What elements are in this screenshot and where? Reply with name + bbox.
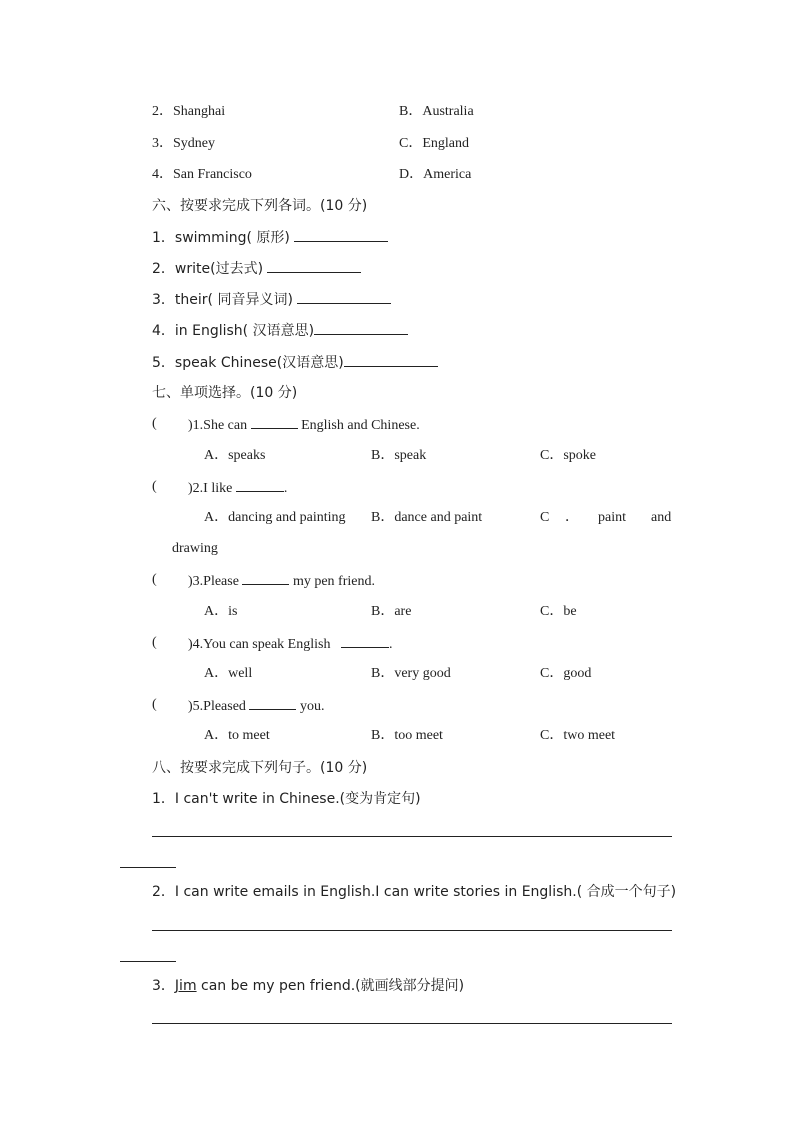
sec6-item-5-text: 5．speak Chinese(汉语意思) bbox=[152, 355, 344, 371]
q3-stem-a: )3.Please bbox=[188, 574, 239, 589]
q3-stem bbox=[188, 571, 375, 591]
match-left-4: 4．San Francisco bbox=[152, 167, 252, 182]
sec6-item-3 bbox=[152, 290, 391, 310]
q2-stem-a: )2.I like bbox=[188, 481, 233, 496]
sec6-item-5 bbox=[152, 353, 438, 373]
q1-option-c[interactable]: C．spoke bbox=[540, 448, 596, 463]
section-8-title: 八、按要求完成下列句子。(10 分) bbox=[152, 760, 368, 776]
q4-option-c[interactable]: C．good bbox=[540, 666, 592, 681]
answer-blank[interactable] bbox=[249, 696, 296, 710]
sec6-item-2 bbox=[152, 259, 361, 279]
q1-option-b[interactable]: B．speak bbox=[371, 448, 427, 463]
sec8-question-1: 1．I can't write in Chinese.(变为肯定句) bbox=[152, 791, 421, 807]
q2-paren: ( bbox=[152, 479, 157, 494]
sec6-item-1 bbox=[152, 228, 388, 248]
q4-option-b[interactable]: B．very good bbox=[371, 666, 451, 681]
match-right-d: D．America bbox=[399, 167, 472, 182]
q2-option-c-letter[interactable]: C bbox=[540, 510, 550, 525]
q4-paren: ( bbox=[152, 635, 157, 650]
q2-option-c-word1: paint bbox=[598, 510, 626, 525]
answer-blank[interactable] bbox=[242, 571, 289, 585]
q4-option-a[interactable]: A．well bbox=[204, 666, 253, 681]
sec6-item-2-text: 2．write(过去式) bbox=[152, 261, 268, 277]
q4-stem-b: . bbox=[388, 637, 393, 652]
sec6-item-3-text: 3．their( 同音异义词) bbox=[152, 292, 298, 308]
q2-option-a[interactable]: A．dancing and painting bbox=[204, 510, 346, 525]
answer-line-wrap[interactable] bbox=[120, 961, 176, 962]
q3-rest: can be my pen friend.(就画线部分提问) bbox=[196, 978, 465, 994]
answer-blank[interactable] bbox=[314, 321, 408, 335]
answer-blank[interactable] bbox=[344, 353, 438, 367]
q2-option-c-word2: and bbox=[651, 510, 672, 525]
sec6-item-1-text: 1．swimming( 原形) bbox=[152, 230, 295, 246]
q4-stem-a: )4.You can speak English bbox=[188, 637, 331, 652]
q3-option-c[interactable]: C．be bbox=[540, 604, 577, 619]
q2-option-c-dot: ． bbox=[565, 510, 579, 525]
answer-line[interactable] bbox=[152, 836, 672, 837]
q5-stem bbox=[188, 696, 324, 716]
q2-option-c-wrap: drawing bbox=[172, 541, 218, 556]
underlined-word: Jim bbox=[174, 978, 197, 994]
q2-stem-b: . bbox=[283, 481, 288, 496]
q1-stem-b: English and Chinese. bbox=[301, 418, 420, 433]
q1-option-a[interactable]: A．speaks bbox=[204, 448, 266, 463]
answer-line-wrap[interactable] bbox=[120, 867, 176, 868]
answer-line[interactable] bbox=[152, 930, 672, 931]
match-left-3: 3．Sydney bbox=[152, 136, 215, 151]
answer-blank[interactable] bbox=[294, 228, 388, 242]
match-right-c: C．England bbox=[399, 136, 469, 151]
q3-option-a[interactable]: A．is bbox=[204, 604, 238, 619]
match-left-2: 2．Shanghai bbox=[152, 104, 226, 119]
q1-stem-a: )1.She can bbox=[188, 418, 248, 433]
q3-option-b[interactable]: B．are bbox=[371, 604, 412, 619]
q1-stem bbox=[188, 415, 420, 435]
answer-blank[interactable] bbox=[297, 290, 391, 304]
q3-number: 3． bbox=[152, 978, 175, 994]
answer-blank[interactable] bbox=[251, 415, 298, 429]
q5-stem-b: you. bbox=[299, 699, 325, 714]
q5-option-a[interactable]: A．to meet bbox=[204, 728, 270, 743]
q4-stem bbox=[188, 634, 392, 654]
answer-blank[interactable] bbox=[267, 259, 361, 273]
q2-stem bbox=[188, 478, 287, 498]
sec8-question-3 bbox=[152, 977, 464, 995]
q3-paren: ( bbox=[152, 572, 157, 587]
sec6-item-4-text: 4．in English( 汉语意思) bbox=[152, 323, 315, 339]
q1-paren: ( bbox=[152, 416, 157, 431]
sec6-item-4 bbox=[152, 321, 408, 341]
q2-option-b[interactable]: B．dance and paint bbox=[371, 510, 483, 525]
sec8-question-2: 2．I can write emails in English.I can write stories in English.( 合成一个句子) bbox=[152, 884, 677, 900]
q5-stem-a: )5.Pleased bbox=[188, 699, 246, 714]
match-right-b: B．Australia bbox=[399, 104, 474, 119]
answer-line[interactable] bbox=[152, 1023, 672, 1024]
answer-blank[interactable] bbox=[236, 478, 284, 492]
section-6-title: 六、按要求完成下列各词。(10 分) bbox=[152, 198, 368, 214]
q5-option-b[interactable]: B．too meet bbox=[371, 728, 443, 743]
q3-stem-b: my pen friend. bbox=[292, 574, 375, 589]
q5-option-c[interactable]: C．two meet bbox=[540, 728, 616, 743]
q5-paren: ( bbox=[152, 697, 157, 712]
section-7-title: 七、单项选择。(10 分) bbox=[152, 385, 298, 401]
answer-blank[interactable] bbox=[341, 634, 389, 648]
